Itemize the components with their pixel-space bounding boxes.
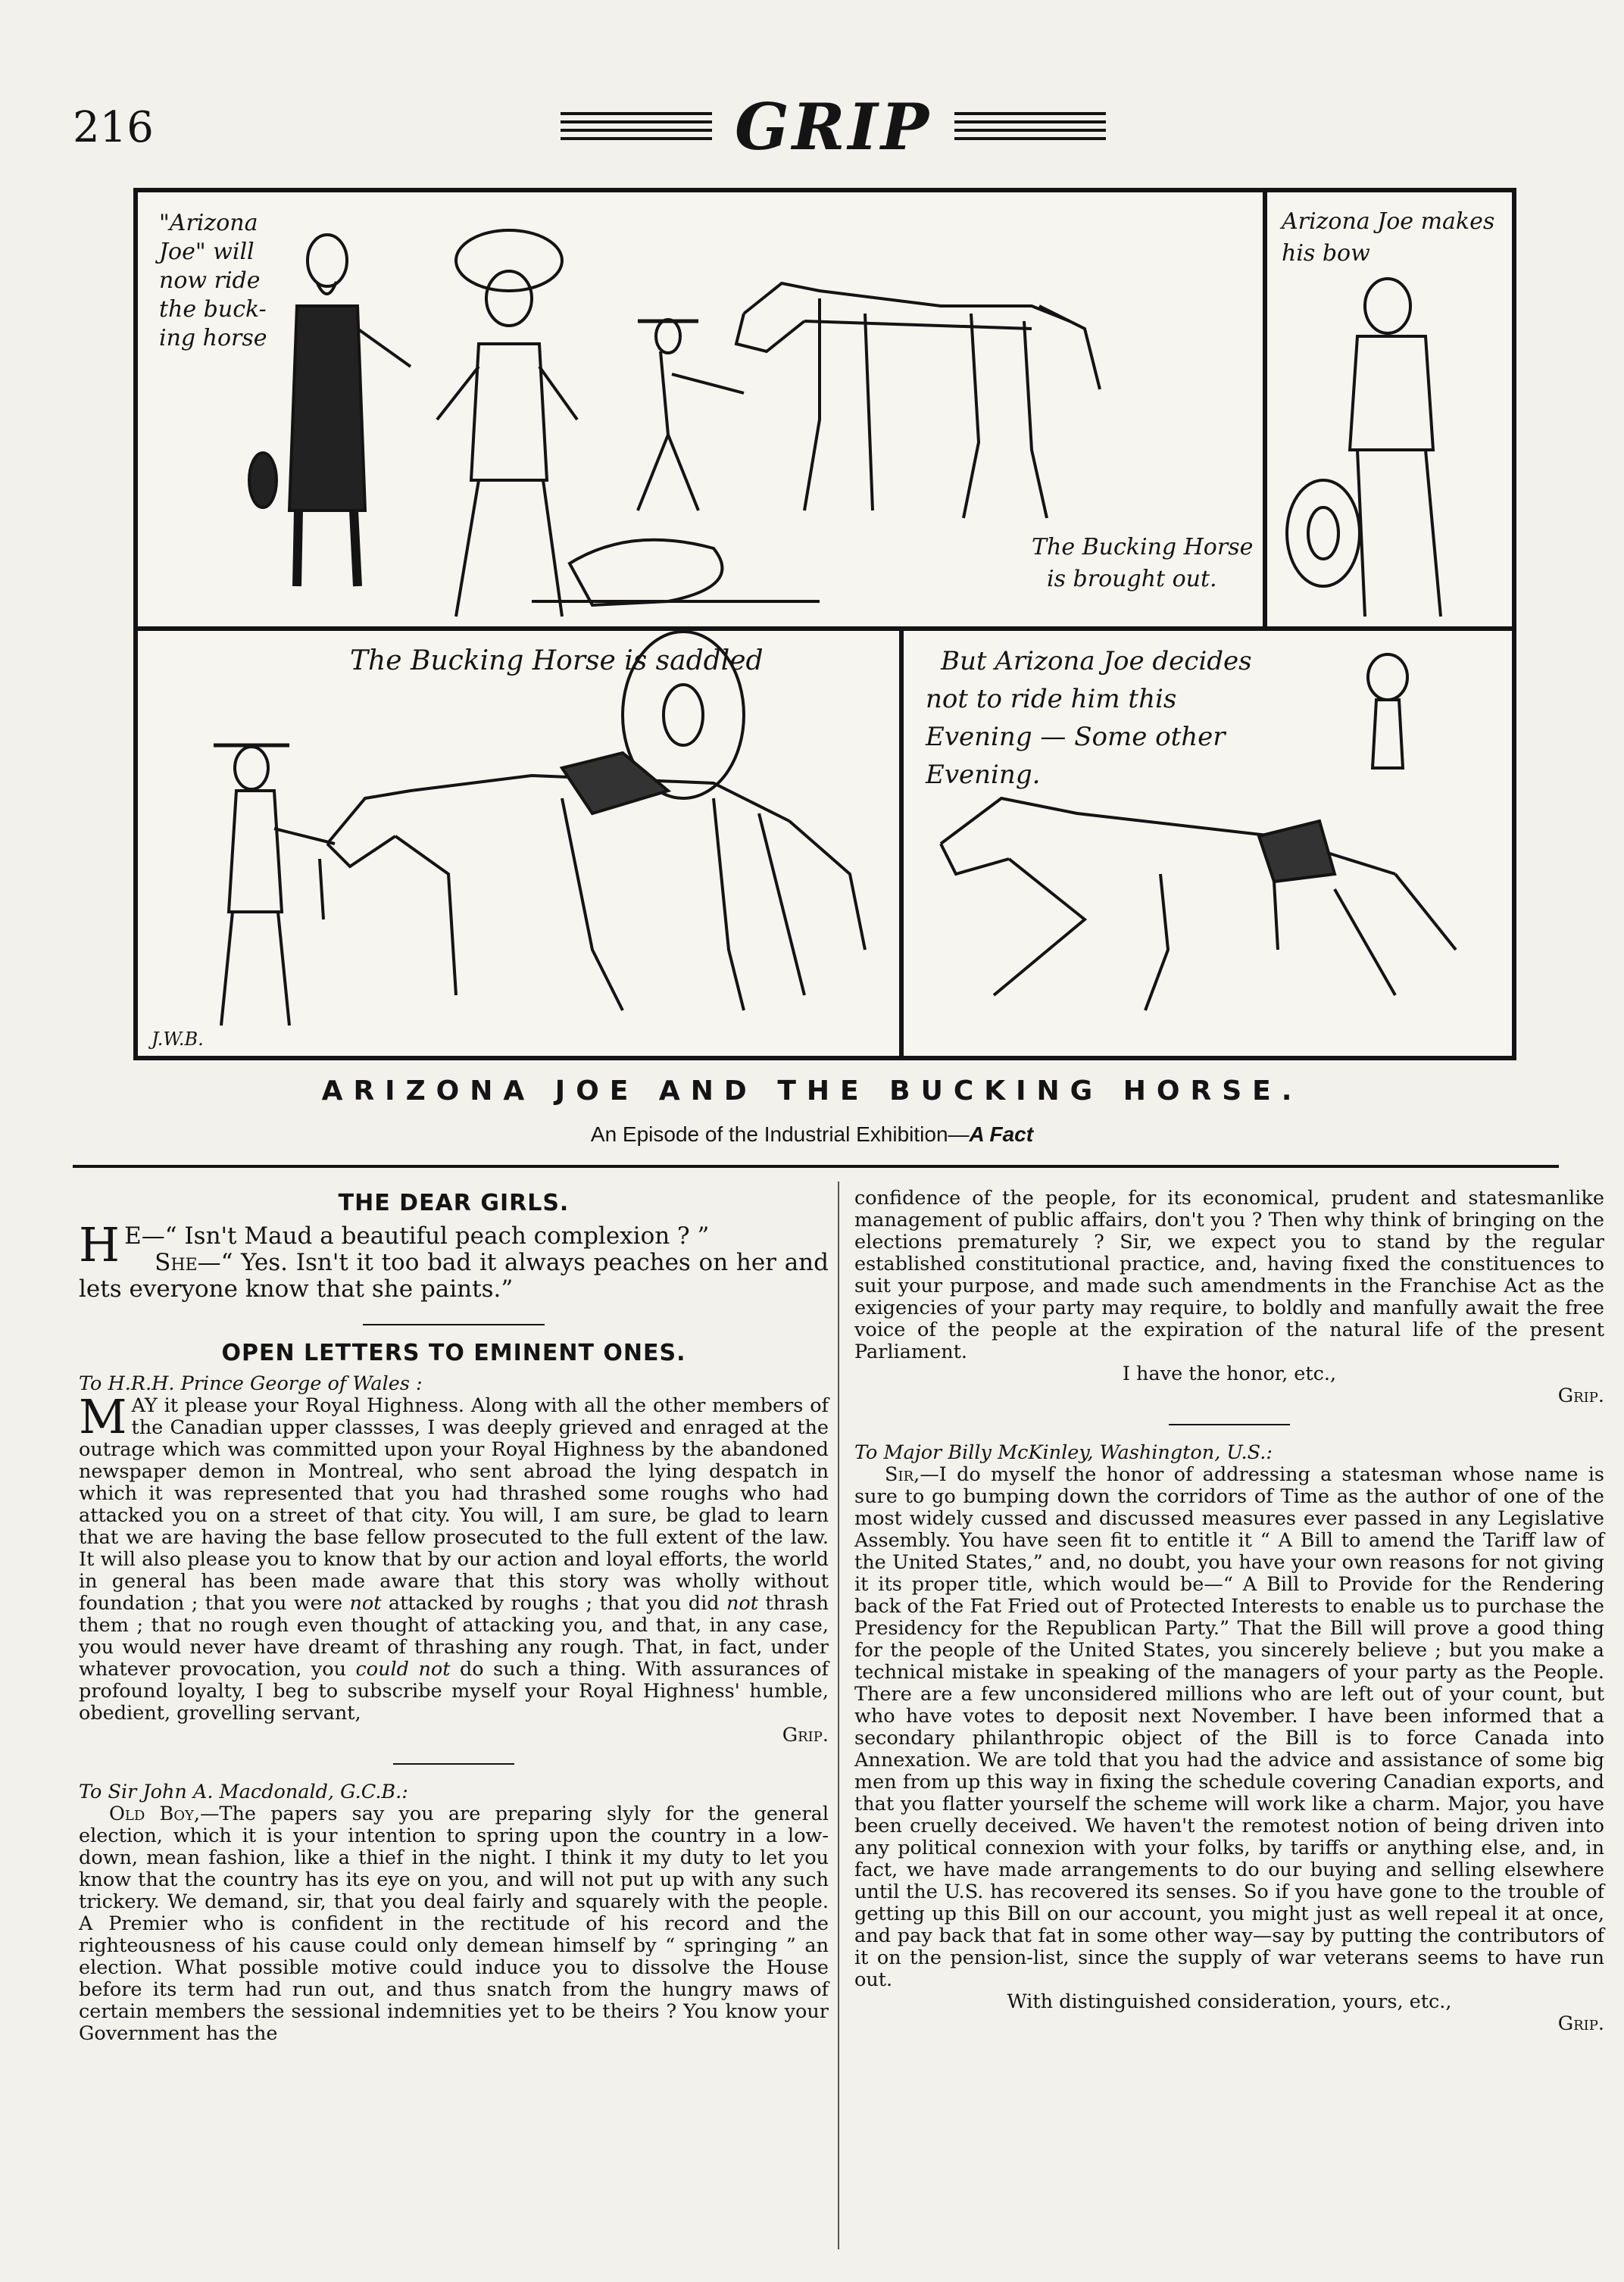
cartoon-illustration — [133, 188, 1516, 1060]
dear-girls-heading: THE DEAR GIRLS. — [338, 1190, 570, 1216]
dear-girls-he-line: H E—“ Isn't Maud a beautiful peach complexion ? ” — [79, 1217, 710, 1272]
cartoon-subtitle: An Episode of the Industrial Exhibition—A Fact — [590, 1122, 1034, 1146]
cartoon-title: ARIZONA JOE AND THE BUCKING HORSE. — [321, 1075, 1303, 1107]
rule-after-letter1 — [393, 1763, 514, 1765]
letter1-signature: Grip. — [782, 1724, 829, 1747]
right-column — [854, 1188, 1604, 2035]
cartoon-drawing — [138, 192, 1512, 1056]
letter2-signature: Grip. — [1557, 1384, 1604, 1407]
masthead — [561, 89, 1106, 165]
saddle-on-ground — [532, 540, 820, 605]
letter3-signature: Grip. — [1557, 2012, 1604, 2035]
handler-figure — [214, 745, 335, 1025]
panel3-caption: Arizona Joe makes his bow — [1282, 208, 1495, 267]
letter3-body: Sir,—I do myself the honor of addressing a statesman whose name is sure to go bumping down the corridors of Time as the author of one of the most widely cussed and discussed measures ever passed in any Legislative Assembly. You have seen fit to entitle it “ A Bill to amend the Tariff law of the United States,” and, no doubt, you have your own reasons for not giving it its proper title, which would be—“ A Bill to Provide for the Rendering back of the Fat Fried out of Protected Interests to enable us to purchase the Presidency for the Republican Party.” That the Bill will prove a good thing for the people of the United States, you sincerely believe ; but you make a technical mistake in speaking of the managers of your party as the People. There are a few unconsidered millions who are left out of your count, but who have votes to deposit next November. I have been informed that a secondary philanthropic object of the Bill is to force Canada into Annexation. We are told that you had the advice and assistance of some big men from up this way in fixing the schedule covering Canadian exports, and that you flatter yourself the scheme will work like a charm. Major, you have been cruelly deceived. We haven't the remotest notion of being driven into any political connexion with your folks, by tariffs or anything else, and, in fact, we have made arrangements to do our buying and selling elsewhere until the U.S. has recovered its senses. So if you have gone to the trouble of getting up this Bill on our account, you might just as well repeal it at once, and pay back that fat in some other way—say by putting the contributors of it on the pension-list, since the supply of war veterans seems to have run out. — [854, 1463, 1604, 1991]
panel4-caption: The Bucking Horse is saddled — [350, 645, 764, 676]
left-column — [79, 1188, 829, 2045]
section-divider — [73, 1165, 1559, 1168]
letter2-body-left: Old Boy,—The papers say you are preparing slyly for the general election, which it is your intention to spring upon the country in a low-down, mean fashion, like a thief in the night. I think it my duty to let you know that the country has its eye on you, and will not put up with any such trickery. We demand, sir, that you deal fairly and squarely with the people. A Premier who is confident in the rectitude of his record and the righteousness of his cause could only demean himself by “ springing ” an election. What possible motive could induce you to dissolve the House before its term had run out, and thus snatch from the hungry maws of certain members the sessional indemnities yet to be theirs ? You know your Government has the — [79, 1803, 829, 2045]
letter2-body-right: confidence of the people, for its economical, prudent and statesmanlike management of public affairs, don't you ? Then why think of bringing on the elections prematurely ? Sir, we expect you to stand by the regular established constitutional practice, and, having fixed the constituences to suit your purpose, and made such amendments in the Franchise Act as the exigencies of your party may require, to boldly and manfully await the free voice of the people at the expiration of the natural life of the present Parliament. — [854, 1187, 1604, 1363]
panel2-caption: The Bucking Horse is brought out. — [1032, 534, 1254, 592]
masthead-rule-left — [561, 112, 712, 145]
cowboy-figure — [437, 230, 577, 617]
letter3-salutation: To Major Billy McKinley, Washington, U.S.: — [854, 1441, 1273, 1464]
panel1-caption: "Arizona Joe" will now ride the buck- ing horse — [159, 210, 267, 351]
horse-handler-figure — [638, 320, 744, 510]
letter2-closing: I have the honor, etc., — [1122, 1363, 1337, 1385]
rule-after-letter2 — [1169, 1424, 1290, 1425]
page-number: 216 — [73, 103, 154, 152]
thin-horse-figure — [736, 283, 1100, 518]
saddled-horse-figure — [327, 632, 865, 1010]
bucking-horse-figure — [941, 798, 1456, 1010]
rule-after-dear-girls — [363, 1324, 545, 1325]
dear-girls-she-line: She—“ Yes. Isn't it too bad it always peaches on her and lets everyone know that she paints.” — [79, 1249, 829, 1303]
letter2-salutation: To Sir John A. Macdonald, G.C.B.: — [79, 1781, 408, 1803]
open-letters-heading: OPEN LETTERS TO EMINENT ONES. — [221, 1340, 686, 1366]
masthead-rule-right — [954, 112, 1106, 145]
letter1-body: MAY it please your Royal Highness. Along with all the other members of the Canadian upper classses, I was deeply grieved and enraged at the outrage which was committed upon your Royal Highness by the abandoned newspaper demon in Montreal, who sent abroad the lying despatch in which it was represented that you had thrashed some roughs who had attacked you on a street of that city. You will, I am sure, be glad to learn that we are having the base fellow prosecuted to the full extent of the law. It will also please you to know that by our action and loyal efforts, the world in general has been made aware that this story was wholly without foundation ; that you were not attacked by roughs ; that you did not thrash them ; that no rough even thought of attacking you, and that, in any case, you would never have dreamt of thrashing any rough. That, in fact, under whatever provocation, you could not do such a thing. With assurances of profound loyalty, I beg to subscribe myself your Royal Highness' humble, obedient, grovelling servant, — [79, 1389, 829, 1725]
column-divider — [838, 1182, 839, 2249]
bowing-performer-figure — [1287, 279, 1441, 617]
artist-initials: J.W.B. — [151, 1029, 204, 1050]
magazine-title: GRIP — [734, 89, 932, 164]
letter1-salutation: To H.R.H. Prince George of Wales : — [79, 1372, 423, 1395]
distant-performer-figure — [1368, 654, 1407, 768]
panel5-caption: But Arizona Joe decides not to ride him this Evening — Some other Evening. — [926, 646, 1252, 790]
letter3-closing: With distinguished consideration, yours, etc., — [1007, 1990, 1452, 2013]
showman-figure — [249, 235, 411, 586]
